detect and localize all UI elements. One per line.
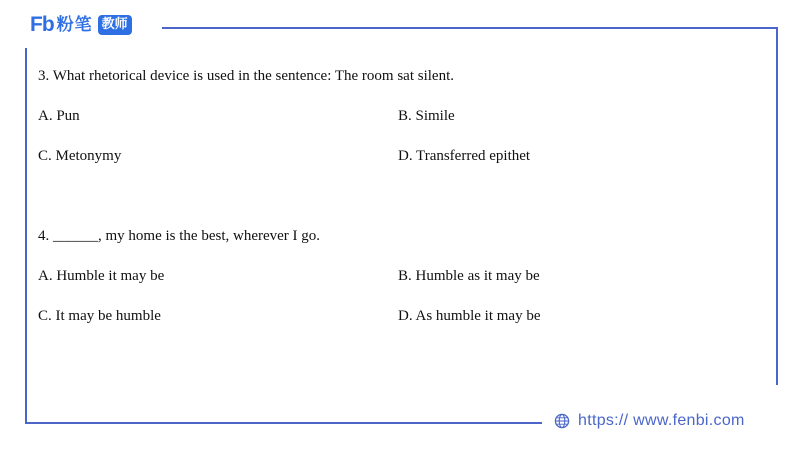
- question-4-option-b: B. Humble as it may be: [398, 268, 540, 284]
- question-4-stem: 4. ______, my home is the best, wherever I go.: [38, 228, 321, 244]
- question-4-option-c: C. It may be humble: [38, 308, 161, 324]
- question-3-option-b: B. Simile: [398, 108, 455, 124]
- question-3-option-a: A. Pun: [38, 108, 80, 124]
- logo-badge: 教师: [98, 15, 132, 35]
- footer: [554, 410, 745, 432]
- question-4-option-a: A. Humble it may be: [38, 268, 165, 284]
- frame-right-line: [776, 27, 778, 385]
- logo-latin: Fb: [30, 13, 54, 36]
- frame-left-line: [25, 48, 27, 424]
- question-3-stem: 3. What rhetorical device is used in the sentence: The room sat silent.: [38, 68, 454, 84]
- brand-logo: [30, 12, 132, 38]
- frame-bottom-line: [25, 422, 542, 424]
- question-3-option-c: C. Metonymy: [38, 148, 122, 164]
- frame-top-line: [162, 27, 778, 29]
- footer-url-link[interactable]: https:// www.fenbi.com: [578, 412, 745, 429]
- question-4-option-d: D. As humble it may be: [398, 308, 541, 324]
- question-3-option-d: D. Transferred epithet: [398, 148, 531, 164]
- logo-chinese: 粉笔: [56, 15, 93, 35]
- globe-icon: [554, 413, 570, 429]
